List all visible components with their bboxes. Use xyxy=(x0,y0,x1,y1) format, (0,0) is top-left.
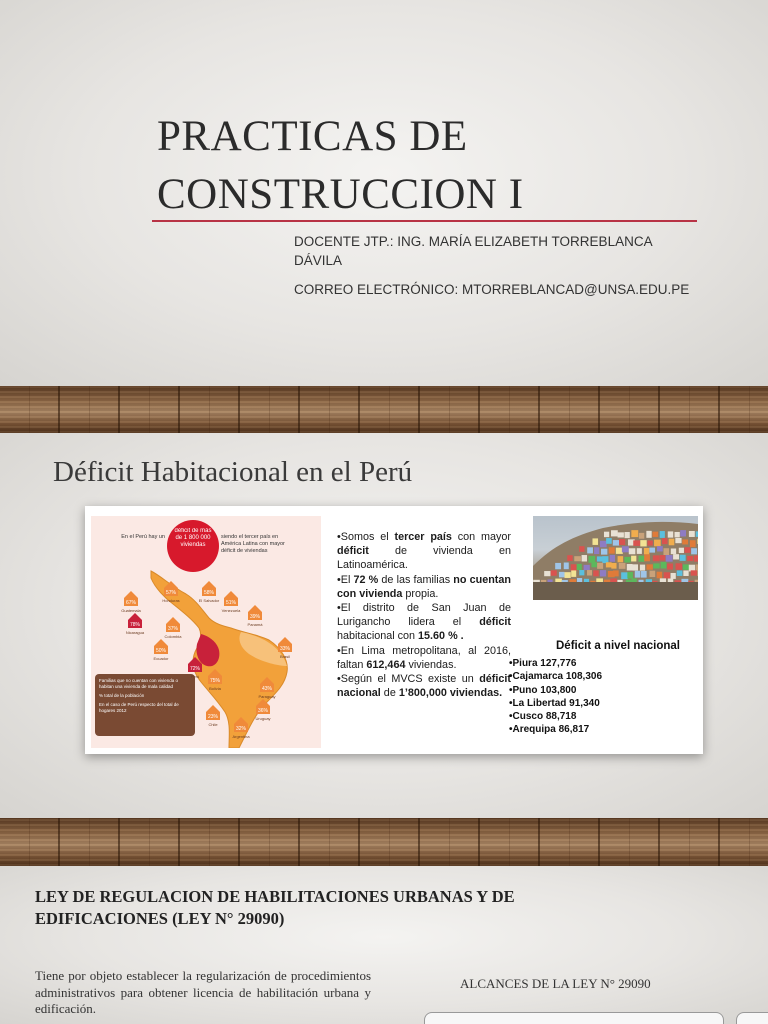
alcances-box-right xyxy=(736,1012,768,1024)
country-marker xyxy=(154,639,170,661)
marker-percent: 78% xyxy=(129,622,141,628)
marker-country: Guatemala xyxy=(121,608,141,613)
country-marker xyxy=(121,591,141,613)
marker-country: Panamá xyxy=(247,622,263,627)
deficit-bullet: •Somos el tercer país con mayor déficit de vivienda en Latinoamérica. xyxy=(337,531,511,572)
marker-percent: 43% xyxy=(261,686,273,692)
title-line-2: CONSTRUCCION I xyxy=(157,171,524,218)
hillside-housing-photo xyxy=(533,516,698,600)
ley-body-text: Tiene por objeto establecer la regularización de procedimientos administrativos para obtener licencia de habilitación urbana y edificación. xyxy=(35,968,371,1016)
marker-percent: 39% xyxy=(249,614,261,620)
deficit-bullets xyxy=(337,530,511,700)
deficit-card xyxy=(85,506,703,754)
infographic-left-text: En el Perú hay un xyxy=(121,534,165,540)
wood-divider-1 xyxy=(0,386,768,433)
deficit-region-item: •La Libertad 91,340 xyxy=(509,697,600,709)
marker-country: Paraguay xyxy=(258,694,276,699)
country-marker xyxy=(248,605,264,627)
country-marker xyxy=(126,613,145,635)
deficit-region-item: •Piura 127,776 xyxy=(509,658,577,669)
legend-item: % total de la población xyxy=(99,693,145,698)
wood-divider-2 xyxy=(0,818,768,866)
deficit-national-title: Déficit a nivel nacional xyxy=(556,640,680,652)
alcances-box xyxy=(424,1012,724,1024)
marker-country: Brasil xyxy=(279,654,291,659)
infographic-right-text: siendo el tercer país en América Latina con mayor déficit de viviendas xyxy=(221,534,285,554)
title-line-1: PRACTICAS DE xyxy=(157,113,468,160)
ley-alcances-heading: ALCANCES DE LA LEY N° 29090 xyxy=(460,976,651,991)
marker-country: Venezuela xyxy=(221,608,241,613)
title-divider xyxy=(152,220,697,222)
marker-percent: 32% xyxy=(235,726,247,732)
slide-title xyxy=(0,0,768,386)
marker-percent: 23% xyxy=(207,714,219,720)
deficit-bullet: •El 72 % de las familias no cuentan con vivienda propia. xyxy=(337,573,511,600)
marker-country: Uruguay xyxy=(255,716,271,721)
legend-item: En el caso de Perú respecto del total de hogares 2012 xyxy=(99,702,179,713)
ley-title: LEY DE REGULACION DE HABILITACIONES URBANAS Y DE EDIFICACIONES (LEY N° 29090) xyxy=(35,887,515,928)
deficit-bullet: •Según el MVCS existe un déficit nacional de 1’800,000 viviendas. xyxy=(337,673,511,700)
deficit-region-list xyxy=(509,657,602,737)
deficit-bullet: •En Lima metropolitana, al 2016, faltan 612,464 viviendas. xyxy=(337,644,511,671)
marker-percent: 37% xyxy=(167,626,179,632)
docente-text: DOCENTE JTP.: ING. MARÍA ELIZABETH TORREBLANCA DÁVILA xyxy=(294,234,652,268)
legend-item: Familias que no cuentan con vivienda o habitan una vivienda de mala calidad xyxy=(99,678,179,689)
hillside-housing-image xyxy=(533,516,698,600)
marker-country: Colombia xyxy=(164,634,182,639)
latam-infographic xyxy=(91,516,321,748)
marker-country: Chile xyxy=(208,722,218,727)
marker-percent: 33% xyxy=(279,646,291,652)
marker-percent: 51% xyxy=(225,600,237,606)
marker-percent: 72% xyxy=(189,666,201,672)
marker-country: Bolivia xyxy=(209,686,221,691)
deficit-region-item: •Cajamarca 108,306 xyxy=(509,671,603,683)
marker-percent: 58% xyxy=(203,590,215,596)
deficit-region-item: •Arequipa 86,817 xyxy=(509,724,590,736)
marker-percent: 36% xyxy=(257,708,269,714)
deficit-region-item: •Puno 103,800 xyxy=(509,684,577,696)
legend-text xyxy=(99,678,193,714)
presentation-title xyxy=(157,108,697,224)
marker-percent: 75% xyxy=(209,678,221,684)
marker-country: Nicaragua xyxy=(125,630,145,635)
marker-percent: 50% xyxy=(155,648,167,654)
deficit-bullet: •El distrito de San Juan de Lurigancho lidera el déficit habitacional con 15.60 % . xyxy=(337,602,511,643)
marker-percent: 57% xyxy=(165,590,177,596)
marker-percent: 67% xyxy=(125,600,137,606)
country-marker xyxy=(222,591,241,613)
country-marker xyxy=(206,705,220,727)
marker-country: Argentina xyxy=(232,734,250,739)
marker-country: Honduras xyxy=(162,598,180,603)
slide2-title: Déficit Habitacional en el Perú xyxy=(53,456,413,488)
latam-map-image xyxy=(91,516,321,748)
country-marker xyxy=(199,581,220,603)
country-marker xyxy=(278,637,292,659)
marker-country: Ecuador xyxy=(153,656,169,661)
marker-country: Perú xyxy=(190,674,200,679)
circle-label: déficit de más de 1 800 000 viviendas xyxy=(174,528,212,548)
marker-country: El Salvador xyxy=(198,598,220,603)
email-text: CORREO ELECTRÓNICO: MTORREBLANCAD@UNSA.EDU.PE xyxy=(294,282,690,297)
country-marker xyxy=(165,617,183,639)
deficit-region-item: •Cusco 88,718 xyxy=(509,711,577,723)
